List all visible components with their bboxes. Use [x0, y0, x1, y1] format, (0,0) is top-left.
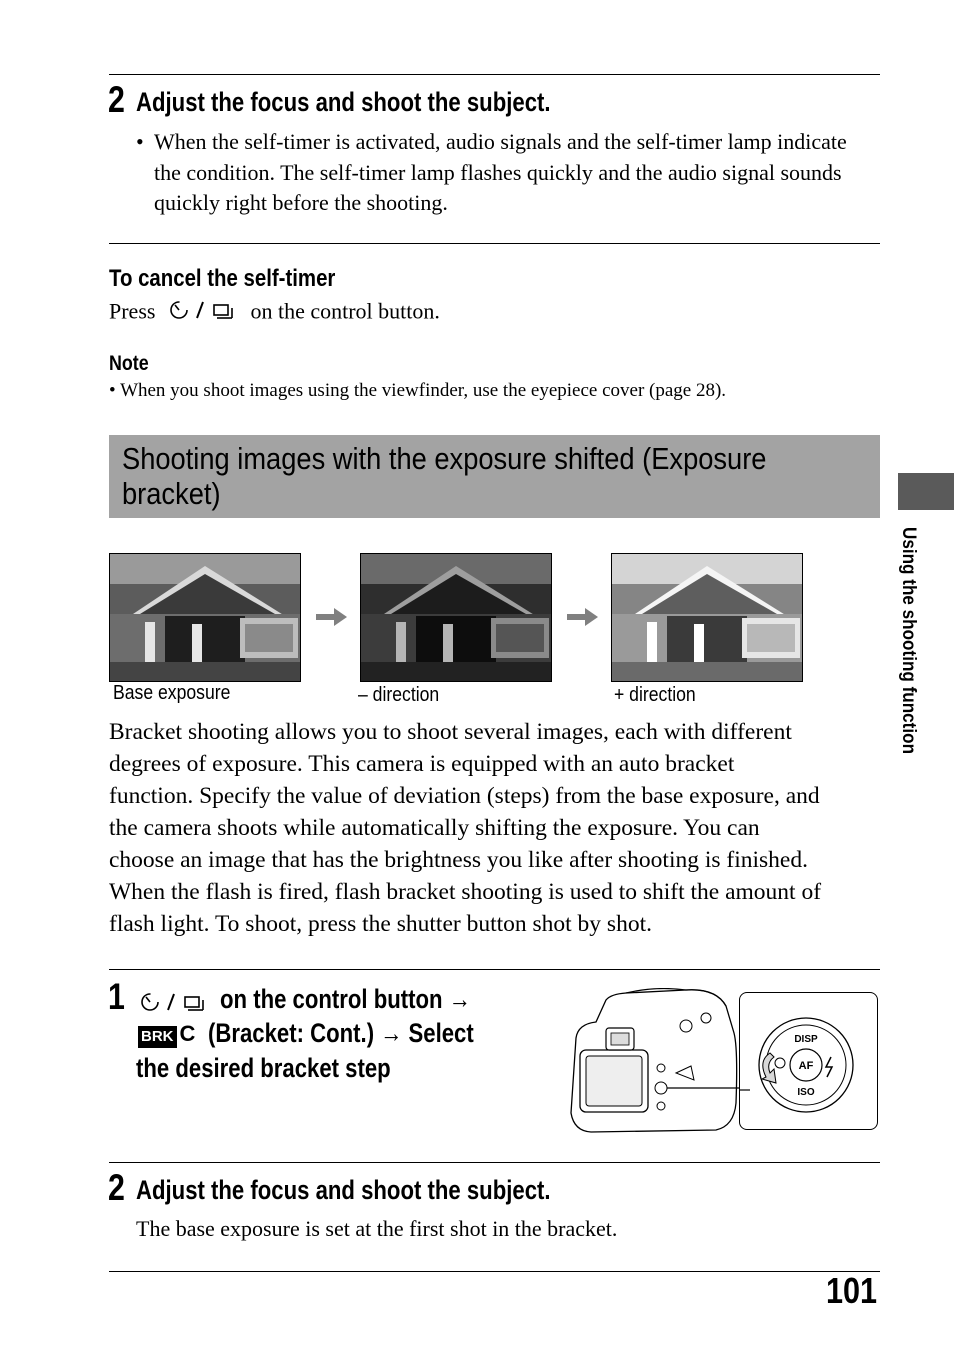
dial-label-disp: DISP	[794, 1034, 818, 1045]
arrow-right-icon	[567, 607, 599, 632]
step1-rule	[109, 969, 880, 970]
bullet-dot: •	[109, 380, 121, 401]
top-rule	[109, 74, 880, 75]
cancel-heading: To cancel the self-timer	[109, 265, 336, 292]
caption-plus-direction: + direction	[614, 684, 696, 706]
note-bullet	[109, 378, 726, 404]
step1-line2: (Bracket: Cont.) → Select	[208, 1018, 474, 1048]
divider-rule	[109, 243, 880, 244]
caption-minus-direction: – direction	[358, 684, 440, 706]
dial-label-af: AF	[798, 1060, 814, 1072]
bracket-cont-icon	[138, 1021, 195, 1048]
intro-line: When the flash is fired, flash bracket shooting is used to shift the amount of	[109, 879, 822, 905]
footer-rule	[109, 1271, 880, 1272]
dial-label-iso: ISO	[797, 1087, 815, 1098]
note-heading: Note	[109, 352, 149, 375]
camera-illustration	[566, 988, 741, 1138]
intro-line: degrees of exposure. This camera is equipped with an auto bracket	[109, 751, 735, 777]
section-title-line2: bracket)	[122, 476, 221, 511]
bullet-text: When the self-timer is activated, audio signals and the self-timer lamp indicate the condition. The self-timer lamp flashes quickly and the audio signal sounds quickly right before the shooting.	[154, 129, 847, 215]
step-heading: Adjust the focus and shoot the subject.	[136, 1175, 551, 1205]
self-timer-drive-icon	[167, 296, 239, 331]
step1-line1: on the control button →	[220, 984, 471, 1014]
intro-paragraph	[109, 716, 821, 940]
note-text: When you shoot images using the viewfinder, use the eyepiece cover (page 28).	[120, 380, 727, 401]
intro-line: function. Specify the value of deviation (steps) from the base exposure, and	[109, 783, 820, 809]
side-tab	[898, 473, 954, 510]
step1-line3: the desired bracket step	[136, 1053, 391, 1083]
step-heading: Adjust the focus and shoot the subject.	[136, 87, 551, 117]
control-dial-detail	[739, 992, 878, 1130]
intro-line: flash light. To shoot, press the shutter button shot by shot.	[109, 911, 652, 937]
self-timer-drive-icon	[138, 988, 210, 1019]
bullet-dot: •	[136, 129, 144, 154]
brk-suffix: C	[179, 1021, 196, 1046]
step-bullet	[136, 127, 876, 219]
press-text: Press	[109, 298, 156, 324]
cancel-instruction	[109, 296, 440, 331]
step-number: 1	[108, 976, 125, 1017]
caption-base-exposure: Base exposure	[113, 682, 231, 704]
base-exposure-photo	[109, 553, 301, 682]
side-tab-label: Using the shooting function	[898, 527, 919, 755]
step2-rule	[109, 1162, 880, 1163]
intro-line: the camera shoots while automatically shifting the exposure. You can	[109, 815, 760, 841]
step-number: 2	[108, 1167, 125, 1208]
page-number: 101	[826, 1270, 878, 1311]
section-title-line1: Shooting images with the exposure shifted (Exposure	[122, 441, 767, 476]
brk-badge: BRK	[138, 1026, 177, 1048]
section-title	[122, 441, 766, 511]
press-after-text: on the control button.	[250, 298, 440, 324]
step2-text: The base exposure is set at the first shot in the bracket.	[136, 1216, 618, 1241]
minus-direction-photo	[360, 553, 552, 682]
intro-line: choose an image that has the brightness you like after shooting is finished.	[109, 847, 808, 873]
intro-line: Bracket shooting allows you to shoot several images, each with different	[109, 719, 792, 745]
step-number: 2	[108, 79, 125, 120]
plus-direction-photo	[611, 553, 803, 682]
arrow-right-icon	[316, 607, 348, 632]
